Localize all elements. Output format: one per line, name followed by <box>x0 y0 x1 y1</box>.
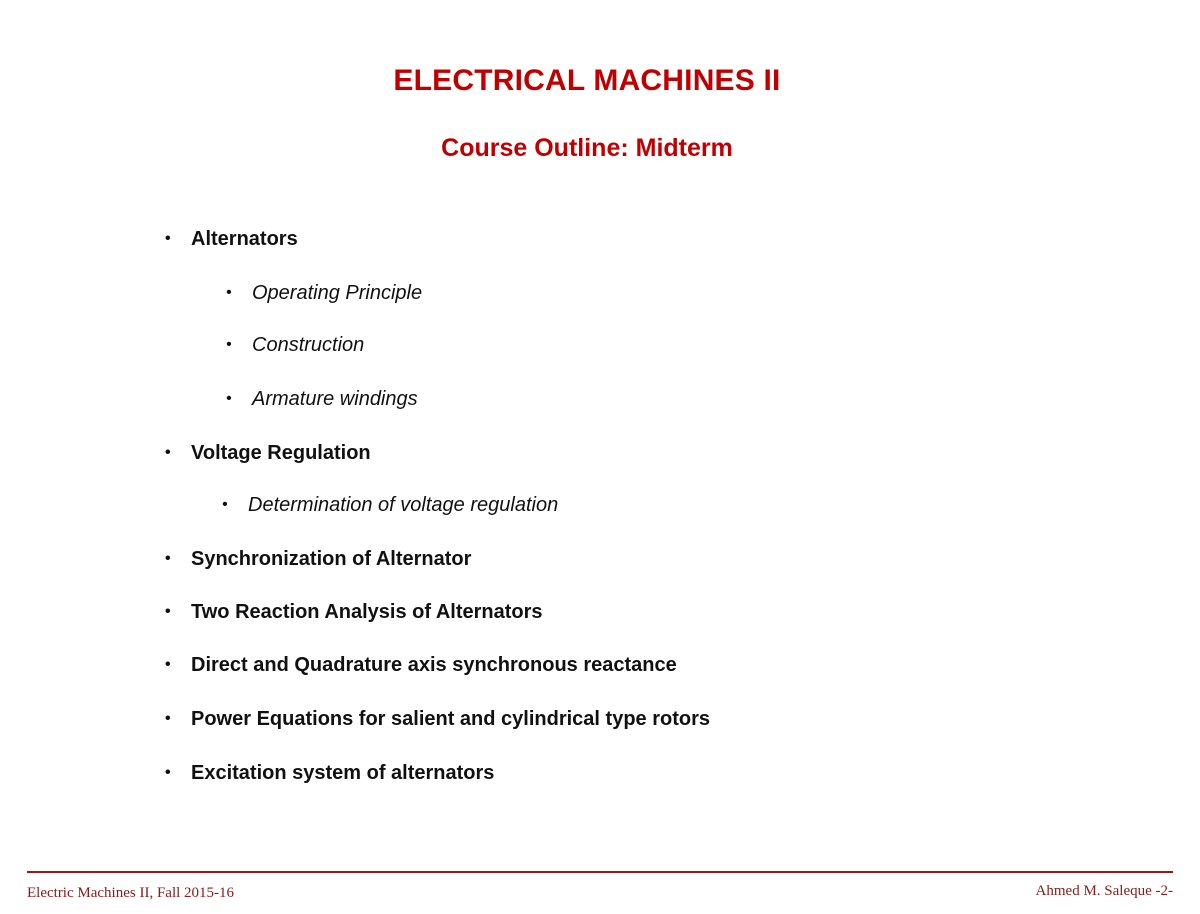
outline-item-label: Power Equations for salient and cylindrical type rotors <box>191 708 711 730</box>
outline-subitem-construction <box>226 333 364 357</box>
outline-item-label: Two Reaction Analysis of Alternators <box>191 601 543 623</box>
bullet-icon: • <box>165 603 171 620</box>
slide-subtitle: Course Outline: Midterm <box>441 134 733 162</box>
footer-divider <box>27 871 1173 873</box>
bullet-icon: • <box>165 656 171 673</box>
bullet-icon: • <box>165 710 171 727</box>
outline-subitem-operating-principle <box>226 281 422 305</box>
bullet-icon: • <box>165 230 171 247</box>
outline-subitem-determination-of-voltage-regulation <box>222 493 558 517</box>
outline-subitem-armature-windings <box>226 387 418 411</box>
outline-item-label: Determination of voltage regulation <box>248 494 559 516</box>
outline-item-synchronization <box>165 547 471 571</box>
bullet-icon: • <box>226 336 232 353</box>
outline-item-label: Synchronization of Alternator <box>191 548 472 570</box>
outline-item-alternators <box>165 227 298 251</box>
outline-item-label: Construction <box>252 334 365 356</box>
footer-course-info: Electric Machines II, Fall 2015-16 <box>27 885 235 901</box>
slide-title: ELECTRICAL MACHINES II <box>393 64 781 97</box>
outline-item-label: Armature windings <box>252 388 418 410</box>
outline-item-label: Excitation system of alternators <box>191 762 495 784</box>
bullet-icon: • <box>226 284 232 301</box>
bullet-icon: • <box>222 496 228 513</box>
outline-item-voltage-regulation <box>165 441 371 465</box>
outline-item-label: Operating Principle <box>252 282 423 304</box>
outline-item-synchronous-reactance <box>165 653 677 677</box>
outline-item-two-reaction-analysis <box>165 600 543 624</box>
bullet-icon: • <box>165 550 171 567</box>
outline-item-label: Direct and Quadrature axis synchronous reactance <box>191 654 677 676</box>
outline-item-power-equations <box>165 707 710 731</box>
bullet-icon: • <box>165 764 171 781</box>
bullet-icon: • <box>226 390 232 407</box>
outline-item-label: Voltage Regulation <box>191 442 371 464</box>
outline-item-excitation-system <box>165 761 494 785</box>
bullet-icon: • <box>165 444 171 461</box>
footer-author-page: Ahmed M. Saleque -2- <box>1035 883 1173 899</box>
outline-item-label: Alternators <box>191 228 298 250</box>
